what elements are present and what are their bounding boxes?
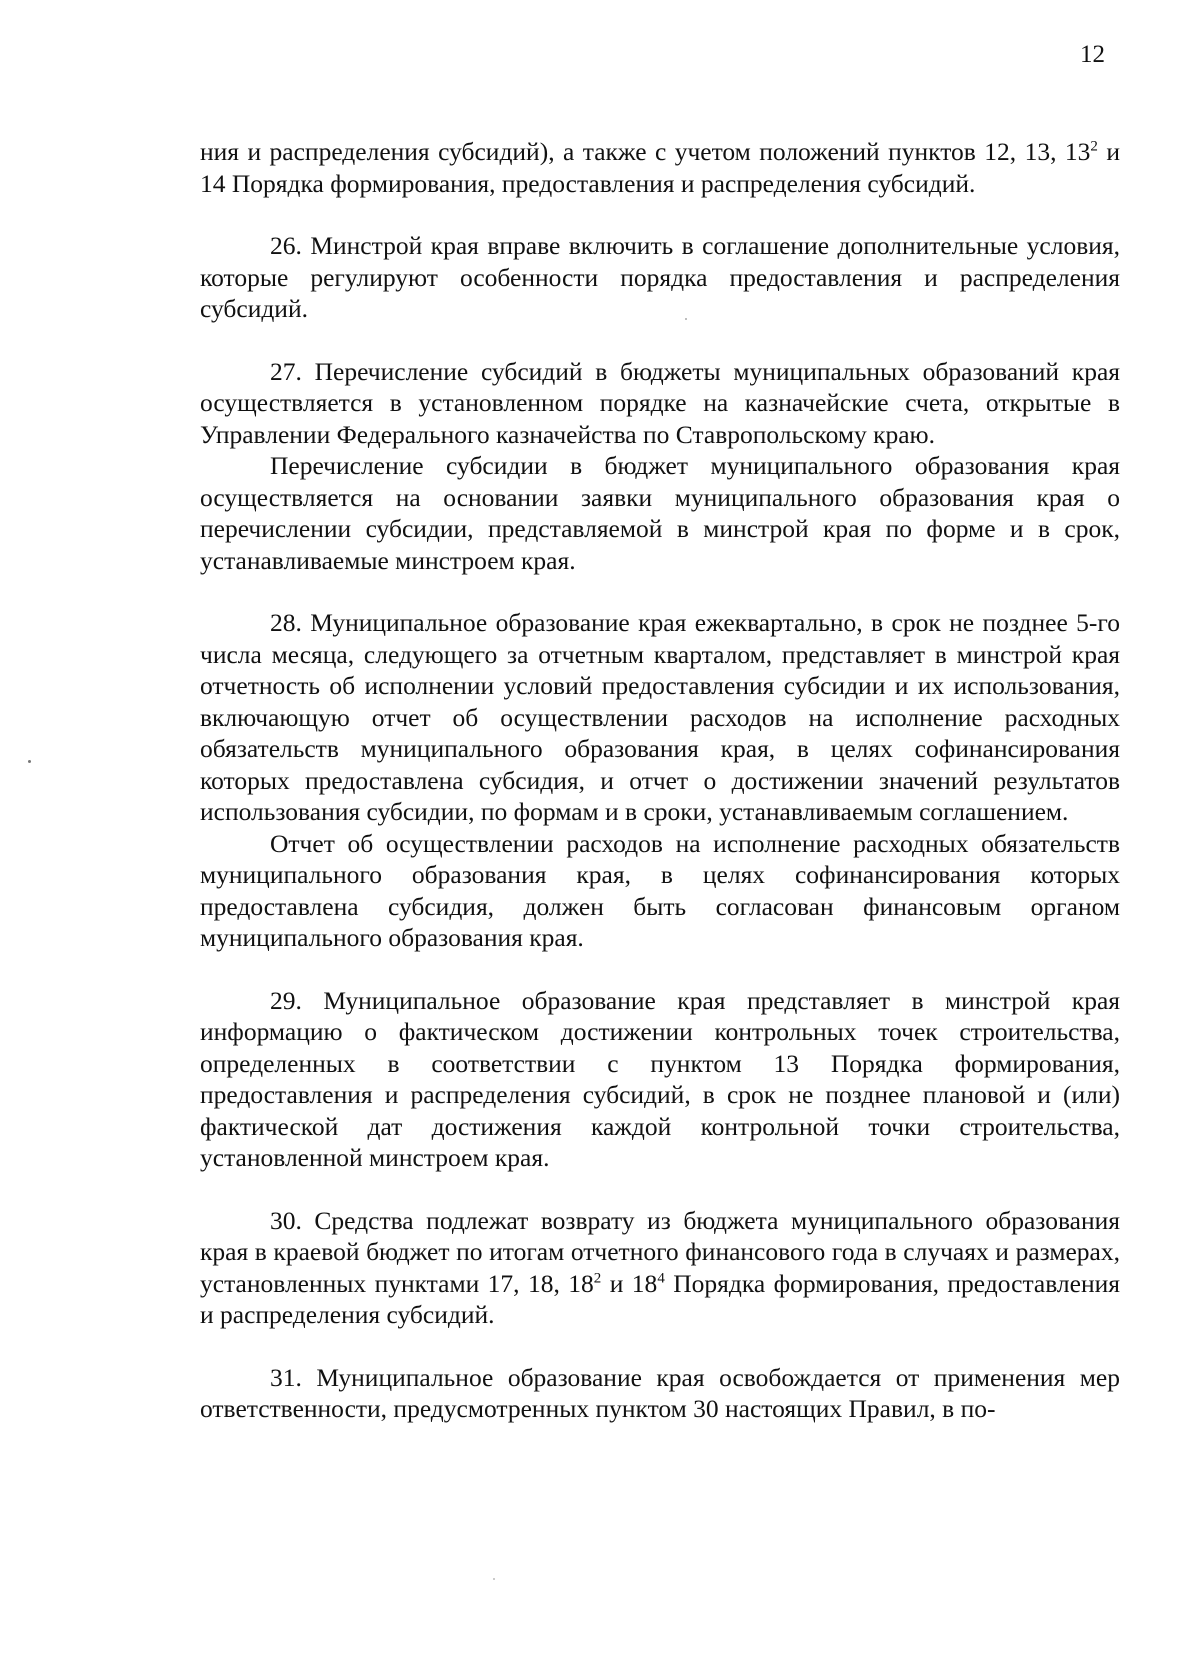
scan-speck: [685, 318, 687, 320]
paragraph-28-second: Отчет об осуществлении расходов на исполнение расходных обязательств муниципального образования края, в целях софинансирования которых предоставлена субсидия, должен быть согласован финансовым органом муниципального образования края.: [200, 828, 1120, 952]
scan-speck: [493, 1578, 495, 1580]
superscript: 4: [657, 1270, 665, 1286]
superscript: 2: [1090, 138, 1098, 155]
paragraph-28: 28. Муниципальное образование края ежеквартально, в срок не позднее 5-го числа месяца, следующего за отчетным кварталом, представляет в минстрой края отчетность об исполнении условий предоставления субсидии и их использования, включающую отчет об осуществлении расходов на исполнение расходных обязательств муниципального образования края, в целях софинансирования которых предоставлена субсидия, и отчет о достижении значений результатов использования субсидии, по формам и в сроки, устанавливаемым соглашением.: [200, 608, 1120, 826]
paragraph-text: и 18: [601, 1268, 658, 1298]
paragraph-31: 31. Муниципальное образование края освобождается от применения мер ответственности, предусмотренных пунктом 30 настоящих Правил, в по-: [200, 1362, 1120, 1423]
page-number: 12: [1080, 41, 1105, 68]
paragraph-text: и 14 Порядка формирования, предоставления и распределения субсидий.: [200, 137, 1120, 198]
superscript: 2: [593, 1270, 602, 1286]
paragraph-continuation: [200, 136, 1120, 199]
paragraph-text: 30. Средства подлежат возврату из бюджета муниципального образования края в краевой бюджет по итогам отчетного финансового года в случаях и размерах, установленных пунктами 17, 18, 18: [200, 1205, 1120, 1298]
paragraph-30: [200, 1205, 1120, 1331]
paragraph-text: ния и распределения субсидий), а также с учетом положений пунктов 12, 13, 13: [200, 137, 1091, 166]
document-body: [200, 136, 1120, 1425]
paragraph-27-second: Перечисление субсидии в бюджет муниципального образования края осуществляется на основании заявки муниципального образования края о перечислении субсидии, представляемой в минстрой края по форме и в срок, устанавливаемые минстроем края.: [200, 451, 1120, 575]
paragraph-27: 27. Перечисление субсидий в бюджеты муниципальных образований края осуществляется в установленном порядке на казначейские счета, открытые в Управлении Федерального казначейства по Ставропольскому краю.: [200, 356, 1120, 449]
paragraph-29: 29. Муниципальное образование края представляет в минстрой края информацию о фактическом достижении контрольных точек строительства, определенных в соответствии с пунктом 13 Порядка формирования, предоставления и распределения субсидий, в срок не позднее плановой и (или) фактической дат достижения каждой контрольной точки строительства, установленной минстроем края.: [200, 985, 1120, 1172]
scan-speck: [28, 760, 31, 763]
paragraph-text: Порядка формирования, предоставления и распределения субсидий.: [200, 1268, 1120, 1329]
paragraph-26: 26. Минстрой края вправе включить в соглашение дополнительные условия, которые регулируют особенности порядка предоставления и распределения субсидий.: [200, 231, 1120, 323]
